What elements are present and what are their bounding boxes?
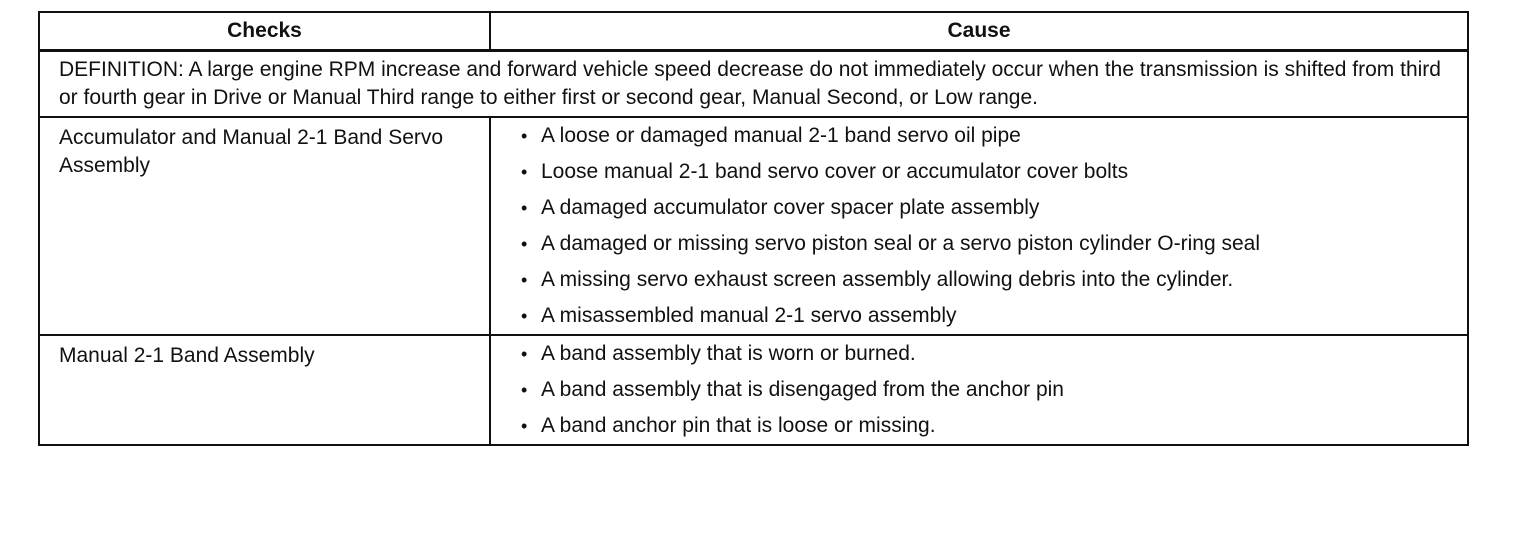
- bullet-icon: •: [521, 126, 528, 146]
- cause-list: [519, 122, 1455, 330]
- list-item: [519, 158, 1381, 186]
- cause-list: [519, 340, 1455, 440]
- cause-cell: [490, 335, 1468, 445]
- check-cell: Accumulator and Manual 2-1 Band Servo Assembly: [39, 117, 490, 335]
- table-row: [39, 335, 1468, 445]
- bullet-icon: •: [521, 162, 528, 182]
- definition-text: DEFINITION: A large engine RPM increase and forward vehicle speed decrease do not immediately occur when the transmission is shifted from third or fourth gear in Drive or Manual Third range to either first or second gear, Manual Second, or Low range.: [39, 51, 1468, 118]
- check-cell: Manual 2-1 Band Assembly: [39, 335, 490, 445]
- table-row: [39, 117, 1468, 335]
- bullet-icon: •: [521, 380, 528, 400]
- bullet-icon: •: [521, 416, 528, 436]
- diagnostic-table: [38, 11, 1469, 446]
- cause-text: A band anchor pin that is loose or missing.: [541, 414, 936, 437]
- list-item: [519, 122, 1381, 150]
- definition-row: [39, 51, 1468, 118]
- cause-text: A band assembly that is disengaged from the anchor pin: [541, 378, 1064, 401]
- bullet-icon: •: [521, 198, 528, 218]
- cause-text: A damaged or missing servo piston seal or a servo piston cylinder O-ring seal: [541, 232, 1261, 255]
- cause-text: A band assembly that is worn or burned.: [541, 342, 916, 365]
- bullet-icon: •: [521, 270, 528, 290]
- cause-text: A damaged accumulator cover spacer plate assembly: [541, 196, 1040, 219]
- list-item: [519, 230, 1381, 258]
- list-item: [519, 412, 1381, 440]
- list-item: [519, 376, 1381, 404]
- header-row: [39, 12, 1468, 51]
- list-item: [519, 266, 1381, 294]
- cause-text: A misassembled manual 2-1 servo assembly: [541, 304, 957, 327]
- list-item: [519, 340, 1381, 368]
- list-item: [519, 194, 1381, 222]
- cause-text: A missing servo exhaust screen assembly allowing debris into the cylinder.: [541, 268, 1234, 291]
- checks-column-header: Checks: [39, 12, 490, 51]
- cause-text: Loose manual 2-1 band servo cover or accumulator cover bolts: [541, 160, 1129, 183]
- cause-cell: [490, 117, 1468, 335]
- cause-column-header: Cause: [490, 12, 1468, 51]
- cause-text: A loose or damaged manual 2-1 band servo oil pipe: [541, 124, 1021, 147]
- bullet-icon: •: [521, 306, 528, 326]
- bullet-icon: •: [521, 234, 528, 254]
- list-item: [519, 302, 1381, 330]
- bullet-icon: •: [521, 344, 528, 364]
